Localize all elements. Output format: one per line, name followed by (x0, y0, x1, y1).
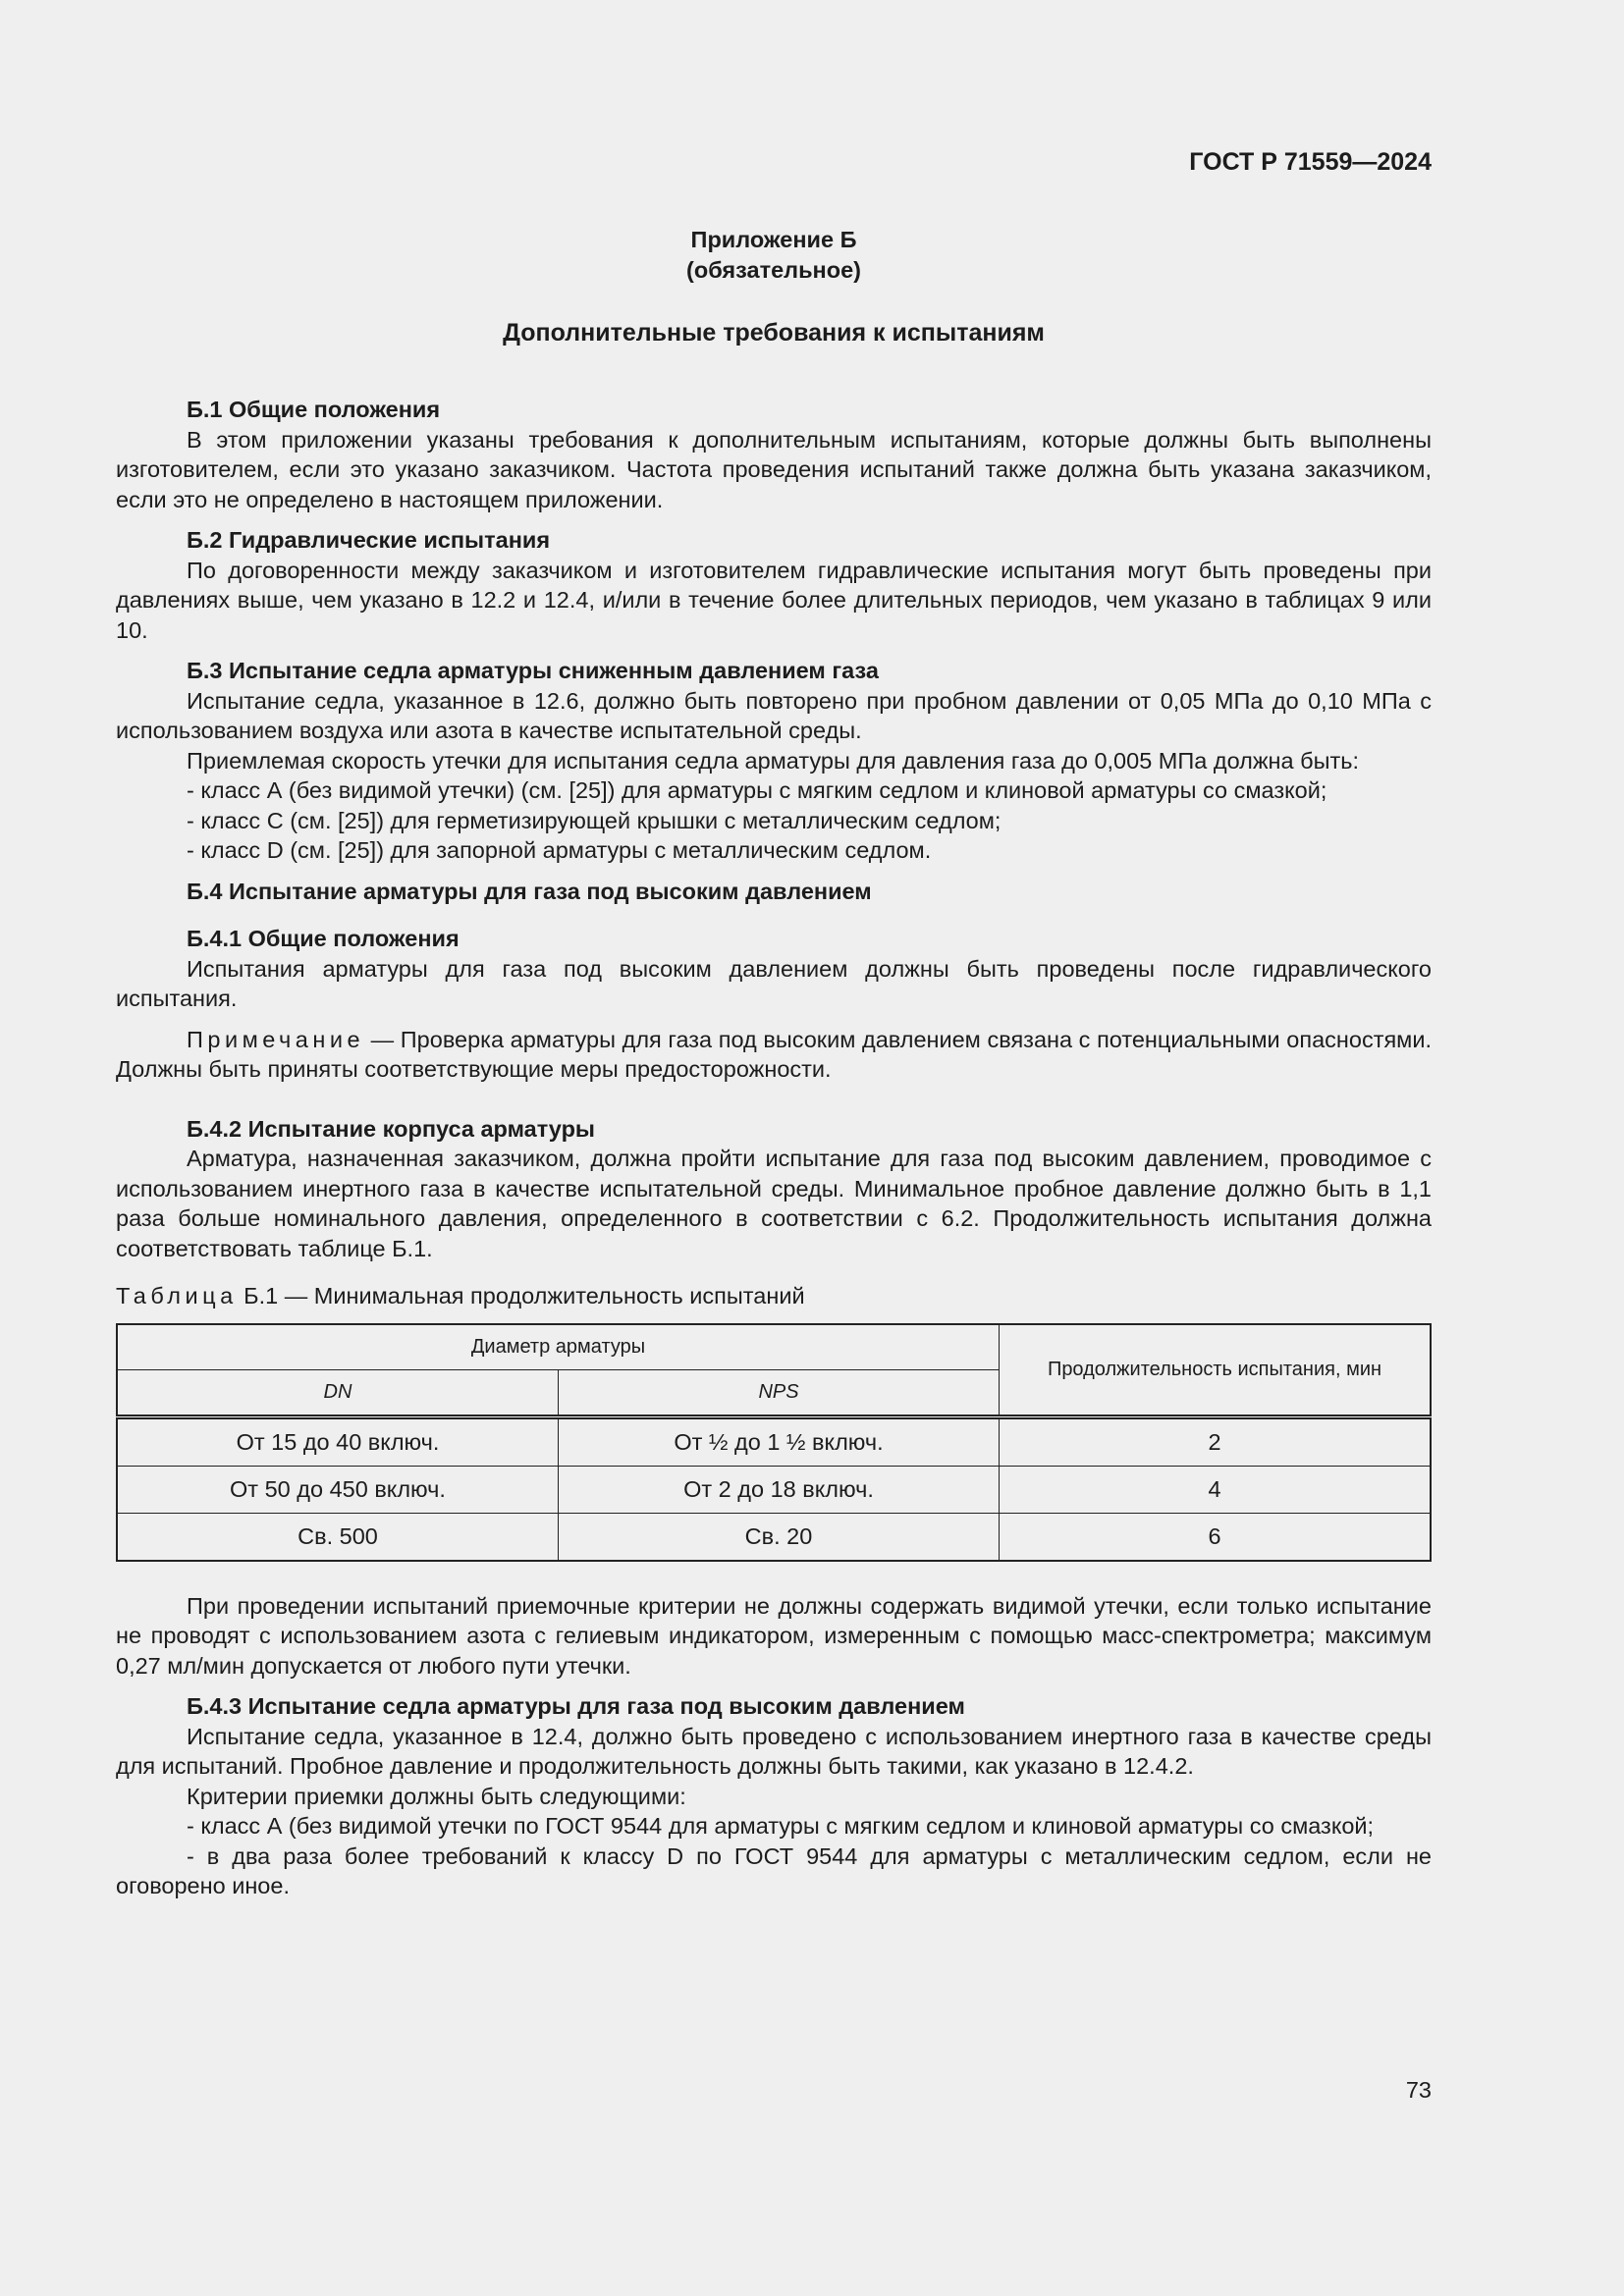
table-header-dn: DN (117, 1369, 559, 1416)
table-caption (116, 1281, 1432, 1311)
table-cell-nps: Св. 20 (559, 1513, 1000, 1561)
section-b3-heading: Б.3 Испытание седла арматуры сниженным давлением газа (187, 658, 879, 683)
table-cell-dn: От 50 до 450 включ. (117, 1466, 559, 1513)
section-b41-paragraph: Испытания арматуры для газа под высоким давлением должны быть проведены после гидравлического испытания. (116, 955, 1432, 1011)
table-header-duration: Продолжительность испытания, мин (1000, 1324, 1432, 1417)
section-b43-paragraph: Испытание седла, указанное в 12.4, должно быть проведено с использованием инертного газа в качестве среды для испытаний. Пробное давление и продолжительность должны быть такими, как указано в 12.4.2. (116, 1723, 1432, 1779)
table-cell-nps: От ½ до 1 ½ включ. (559, 1416, 1000, 1466)
annex-title: Дополнительные требования к испытаниям (503, 319, 1045, 347)
note-text: — Проверка арматуры для газа под высоким давлением связана с потенциальными опасностями. Должны быть приняты соответствующие меры предосторожности. (116, 1026, 1432, 1082)
section-b3-paragraph-2: Приемлемая скорость утечки для испытания седла арматуры для давления газа до 0,005 МПа должна быть: (187, 747, 1360, 774)
table-row (117, 1513, 1431, 1561)
table-cell-dn: Св. 500 (117, 1513, 559, 1561)
section-b4-heading: Б.4 Испытание арматуры для газа под высоким давлением (187, 878, 872, 904)
table-cell-dn: От 15 до 40 включ. (117, 1416, 559, 1466)
document-page (116, 0, 1432, 2296)
section-b42-heading: Б.4.2 Испытание корпуса арматуры (187, 1115, 595, 1142)
table-cell-duration: 6 (1000, 1513, 1432, 1561)
table-header-diameter: Диаметр арматуры (117, 1324, 1000, 1370)
section-b3-paragraph: Испытание седла, указанное в 12.6, должно быть повторено при пробном давлении от 0,05 МПа до 0,10 МПа с использованием воздуха или азота в качестве испытательной среды. (116, 687, 1432, 743)
list-item: - класс С (см. [25]) для герметизирующей крышки с металлическим седлом; (187, 807, 1001, 833)
table-cell-nps: От 2 до 18 включ. (559, 1466, 1000, 1513)
list-item: - класс D (см. [25]) для запорной арматуры с металлическим седлом. (187, 837, 932, 863)
annex-status: (обязательное) (686, 257, 861, 283)
table-caption-text: Б.1 — Минимальная продолжительность испытаний (237, 1283, 805, 1308)
section-b43-heading: Б.4.3 Испытание седла арматуры для газа под высоким давлением (187, 1693, 965, 1719)
annex-label: Приложение Б (690, 227, 857, 252)
note (116, 1025, 1432, 1085)
table-row (117, 1466, 1431, 1513)
table-header-nps: NPS (559, 1369, 1000, 1416)
table-cell-duration: 2 (1000, 1416, 1432, 1466)
table-caption-label: Таблица (116, 1283, 238, 1308)
section-b1-heading: Б.1 Общие положения (187, 397, 441, 422)
document-body (116, 395, 1432, 1901)
table-b1 (116, 1323, 1432, 1562)
section-b43-paragraph-2: Критерии приемки должны быть следующими: (187, 1783, 686, 1809)
after-table-paragraph: При проведении испытаний приемочные критерии не должны содержать видимой утечки, если только испытание не проводят с использованием азота с гелиевым индикатором, измеренным с помощью масс-спектрометра; максимум 0,27 мл/мин допускается от любого пути утечки. (116, 1592, 1432, 1679)
list-item: - в два раза более требований к классу D по ГОСТ 9544 для арматуры с металлическим седлом, если не оговорено иное. (116, 1842, 1432, 1898)
table-row (117, 1416, 1431, 1466)
annex-header (116, 225, 1432, 286)
note-label: Примечание (187, 1026, 365, 1052)
section-b1-paragraph: В этом приложении указаны требования к дополнительным испытаниям, которые должны быть выполнены изготовителем, если это указано заказчиком. Частота проведения испытаний также должна быть указана заказчиком, если это не определено в настоящем приложении. (116, 426, 1432, 512)
page-number: 73 (1405, 2077, 1432, 2103)
section-b41-heading: Б.4.1 Общие положения (187, 926, 460, 951)
section-b42-paragraph: Арматура, назначенная заказчиком, должна пройти испытание для газа под высоким давлением, проводимое с использованием инертного газа в качестве испытательной среды. Минимальное пробное давление должно быть в 1,1 раза больше номинального давления, определенного в соответствии с 6.2. Продолжительность испытания должна соответствовать таблице Б.1. (116, 1146, 1432, 1261)
list-item: - класс А (без видимой утечки по ГОСТ 9544 для арматуры с мягким седлом и клиновой арматуры со смазкой; (187, 1813, 1375, 1839)
document-id: ГОСТ Р 71559—2024 (1189, 148, 1432, 176)
section-b2-paragraph: По договоренности между заказчиком и изготовителем гидравлические испытания могут быть проведены при давлениях выше, чем указано в 12.2 и 12.4, и/или в течение более длительных периодов, чем указано в таблицах 9 или 10. (116, 557, 1432, 643)
table-cell-duration: 4 (1000, 1466, 1432, 1513)
section-b2-heading: Б.2 Гидравлические испытания (187, 527, 551, 553)
list-item: - класс А (без видимой утечки) (см. [25]) для арматуры с мягким седлом и клиновой арматуры со смазкой; (187, 777, 1327, 803)
